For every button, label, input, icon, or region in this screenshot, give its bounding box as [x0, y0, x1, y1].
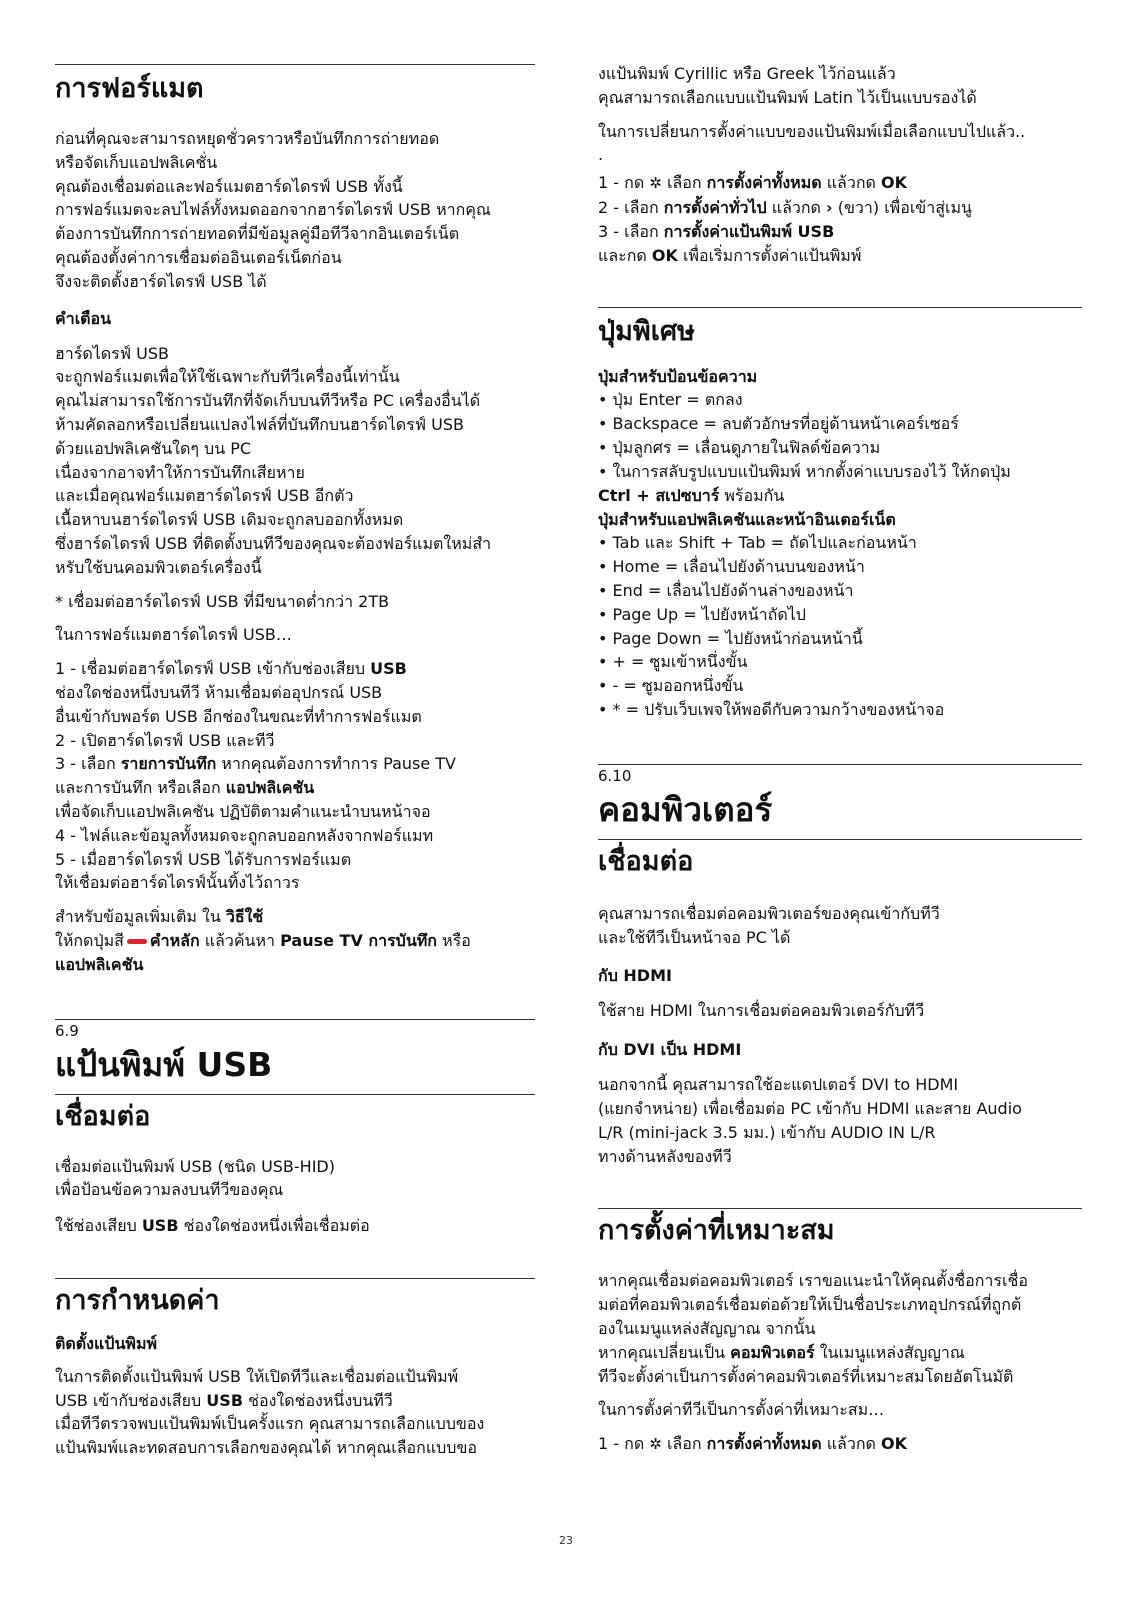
- section-title-special-keys: ปุ่มพิเศษ: [598, 316, 695, 348]
- format-intro: ก่อนที่คุณจะสามารถหยุดชั่วคราวหรือบันทึกการถ่ายทอด หรือจัดเก็บแอปพลิเคชั่น คุณต้องเชื่อมต่อและฟอร์แมตฮาร์ดไดรฟ์ USB ทั้งนี้ การฟอร์แมตจะลบไฟล์ทั้งหมดออกจากฮาร์ดไดรฟ์ USB หากคุณ ต้องการบันทึกการถ่ายทอดที่มีข้อมูลคู่มือทีวีจากอินเตอร์เน็ต คุณต้องตั้งค่าการเชื่อมต่ออินเตอร์เน็ตก่อน จึงจะติดตั้งฮาร์ดไดรฟ์ USB ได้: [55, 129, 491, 291]
- section-title-connect: เชื่อมต่อ: [55, 1100, 151, 1132]
- list-item: • - = ซูมออกหนึ่งขั้น: [598, 676, 744, 696]
- gear-icon: ✲: [649, 174, 662, 193]
- more-info: สำหรับข้อมูลเพิ่มเติม ใน วิธีใช้ ให้กดปุ่มสี คำหลัก แล้วค้นหา Pause TV การบันทึก หรือ แอปพลิเคชัน: [55, 907, 471, 974]
- list-item: • ปุ่ม Enter = ตกลง: [598, 390, 743, 410]
- hdmi-body: ใช้สาย HDMI ในการเชื่อมต่อคอมพิวเตอร์กับทีวี: [598, 1001, 925, 1021]
- warning-body: ฮาร์ดไดรฟ์ USB จะถูกฟอร์แมตเพื่อให้ใช้เฉพาะกับทีวีเครื่องนี้เท่านั้น คุณไม่สามารถใช้การบันทึกที่จัดเก็บบนทีวีหรือ PC เครื่องอื่นได้ ห้ามคัดลอกหรือเปลี่ยนแปลงไฟล์ที่บันทึกบนฮาร์ดไดรฟ์ USB ด้วยแอปพลิเคชันใดๆ บน PC เนื่องจากอาจทำให้การบันทึกเสียหาย และเมื่อคุณฟอร์แมตฮาร์ดไดรฟ์ USB อีกตัว เนื้อหาบนฮาร์ดไดรฟ์ USB เดิมจะถูกลบออกทั้งหมด ซึ่งฮาร์ดไดรฟ์ USB ที่ติดตั้งบนทีวีของคุณจะต้องฟอร์แมตใหม่สำ หรับใช้บนคอมพิวเตอร์เครื่องนี้: [55, 343, 492, 577]
- section-title-format: การฟอร์แมต: [55, 73, 204, 104]
- section-divider: [598, 1208, 1082, 1209]
- section-divider: [55, 1278, 535, 1279]
- list-item: • + = ซูมเข้าหนึ่งขั้น: [598, 652, 748, 672]
- keyboard-steps: 1 - กด ✲ เลือก การตั้งค่าทั้งหมด แล้วกด OK 2 - เลือก การตั้งค่าทั่วไป แล้วกด › (ขวา) เพื่อเข้าสู่เมนู 3 - เลือก การตั้งค่าแป้นพิมพ์ USB และกด OK เพื่อเริ่มการตั้งค่าแป้นพิมพ์: [598, 173, 972, 265]
- connect-use: ใช้ช่องเสียบ USB ช่องใดช่องหนึ่งเพื่อเชื่อมต่อ: [55, 1216, 370, 1236]
- right-column: [598, 0, 1082, 1457]
- section-divider: [55, 1094, 535, 1095]
- warning-title: คำเตือน: [55, 308, 112, 328]
- hdmi-title: กับ HDMI: [598, 966, 672, 986]
- install-body: ในการติดตั้งแป้นพิมพ์ USB ให้เปิดทีวีและเชื่อมต่อแป้นพิมพ์ USB เข้ากับช่องเสียบ USB ช่องใดช่องหนึ่งบนทีวี เมื่อทีวีตรวจพบแป้นพิมพ์เป็นครั้งแรก คุณสามารถเลือกแบบของ แป้นพิมพ์และทดสอบการเลือกของคุณได้ หากคุณเลือกแบบขอ: [55, 1366, 485, 1458]
- section-title-ideal-settings: การตั้งค่าที่เหมาะสม: [598, 1215, 835, 1247]
- chapter-title: แป้นพิมพ์ USB: [55, 1044, 273, 1084]
- note-2tb: * เชื่อมต่อฮาร์ดไดรฟ์ USB ที่มีขนาดต่ำกว่า 2TB: [55, 591, 390, 611]
- connect-body: เชื่อมต่อแป้นพิมพ์ USB (ชนิด USB-HID) เพื่อป้อนข้อความลงบนทีวีของคุณ: [55, 1156, 335, 1200]
- gear-icon: ✲: [649, 1435, 662, 1454]
- list-item: • ปุ่มลูกศร = เลื่อนดูภายในฟิลด์ข้อความ: [598, 437, 881, 457]
- ideal-step-1: 1 - กด ✲ เลือก การตั้งค่าทั้งหมด แล้วกด OK: [598, 1434, 907, 1454]
- app-keys-title: ปุ่มสำหรับแอปพลิเคชันและหน้าอินเตอร์เน็ต: [598, 510, 896, 530]
- red-color-key-icon: [127, 939, 147, 944]
- list-item: • * = ปรับเว็บเพจให้พอดีกับความกว้างของหน้าจอ: [598, 699, 945, 719]
- install-keyboard-title: ติดตั้งแป้นพิมพ์: [55, 1333, 158, 1353]
- section-title-connect: เชื่อมต่อ: [598, 845, 694, 877]
- list-item: • Page Up = ไปยังหน้าถัดไป: [598, 604, 806, 624]
- page-number: 23: [559, 1534, 573, 1547]
- section-divider: [55, 64, 535, 65]
- chevron-right-icon: ›: [826, 197, 833, 217]
- list-item: • ในการสลับรูปแบบแป้นพิมพ์ หากตั้งค่าแบบรองไว้ ให้กดปุ่ม: [598, 461, 1011, 481]
- chapter-number: 6.9: [55, 1021, 79, 1040]
- dvi-body: นอกจากนี้ คุณสามารถใช้อะแดปเตอร์ DVI to HDMI (แยกจำหน่าย) เพื่อเชื่อมต่อ PC เข้ากับ HDMI และสาย Audio L/R (mini-jack 3.5 มม.) เข้ากับ AUDIO IN L/R ทางด้านหลังของทีวี: [598, 1075, 1022, 1166]
- text-keys-list: • ปุ่ม Enter = ตกลง • Backspace = ลบตัวอักษรที่อยู่ด้านหน้าเคอร์เซอร์ • ปุ่มลูกศร = เลื่อนดูภายในฟิลด์ข้อความ • ในการสลับรูปแบบแป้นพิมพ์ หากตั้งค่าแบบรองไว้ ให้กดปุ่ม Ctrl + สเปซบาร์ พร้อมกัน: [598, 388, 1082, 507]
- dvi-title: กับ DVI เป็น HDMI: [598, 1040, 742, 1060]
- chapter-title: คอมพิวเตอร์: [598, 789, 773, 829]
- list-item: • Tab และ Shift + Tab = ถัดไปและก่อนหน้า: [598, 533, 917, 553]
- left-column: [55, 0, 535, 1460]
- section-divider: [598, 307, 1082, 308]
- ideal-body: หากคุณเชื่อมต่อคอมพิวเตอร์ เราขอแนะนำให้คุณตั้งชื่อการเชื่อ มต่อที่คอมพิวเตอร์เชื่อมต่อด้วยให้เป็นชื่อประเภทอุปกรณ์ที่ถูกต้ องในเมนูแหล่งสัญญาณ จากนั้น หากคุณเปลี่ยนเป็น คอมพิวเตอร์ ในเมนูแหล่งสัญญาณ ทีวีจะตั้งค่าเป็นการตั้งค่าคอมพิวเตอร์ที่เหมาะสมโดยอัตโนมัติ: [598, 1271, 1028, 1386]
- app-keys-list: [598, 531, 1082, 721]
- text-keys-title: ปุ่มสำหรับป้อนข้อความ: [598, 367, 758, 387]
- chapter-divider: [55, 1019, 535, 1020]
- list-item: • Home = เลื่อนไปยังด้านบนของหน้า: [598, 557, 865, 577]
- change-layout: ในการเปลี่ยนการตั้งค่าแบบของแป้นพิมพ์เมื่อเลือกแบบไปแล้ว.. .: [598, 121, 1026, 165]
- section-title-config: การกำหนดค่า: [55, 1284, 220, 1316]
- list-item: • End = เลื่อนไปยังด้านล่างของหน้า: [598, 580, 854, 600]
- ideal-how: ในการตั้งค่าทีวีเป็นการตั้งค่าที่เหมาะสม…: [598, 1400, 885, 1420]
- chapter-divider: [598, 764, 1082, 765]
- format-how: ในการฟอร์แมตฮาร์ดไดรฟ์ USB…: [55, 625, 292, 645]
- list-item: • Backspace = ลบตัวอักษรที่อยู่ด้านหน้าเคอร์เซอร์: [598, 414, 959, 434]
- chapter-number: 6.10: [598, 766, 632, 785]
- keyboard-continued: งแป้นพิมพ์ Cyrillic หรือ Greek ไว้ก่อนแล้ว คุณสามารถเลือกแบบแป้นพิมพ์ Latin ไว้เป็นแบบรองได้: [598, 64, 977, 107]
- connect-body: คุณสามารถเชื่อมต่อคอมพิวเตอร์ของคุณเข้ากับทีวี และใช้ทีวีเป็นหน้าจอ PC ได้: [598, 903, 940, 947]
- format-steps: 1 - เชื่อมต่อฮาร์ดไดรฟ์ USB เข้ากับช่องเสียบ USB ช่องใดช่องหนึ่งบนทีวี ห้ามเชื่อมต่ออุปกรณ์ USB อื่นเข้ากับพอร์ต USB อีกช่องในขณะที่ทำการฟอร์แมต 2 - เปิดฮาร์ดไดรฟ์ USB และทีวี 3 - เลือก รายการบันทึก หากคุณต้องการทำการ Pause TV และการบันทึก หรือเลือก แอปพลิเคชัน เพื่อจัดเก็บแอปพลิเคชัน ปฏิบัติตามคำแนะนำบนหน้าจอ 4 - ไฟล์และข้อมูลทั้งหมดจะถูกลบออกหลังจากฟอร์แมท 5 - เมื่อฮาร์ดไดรฟ์ USB ได้รับการฟอร์แมต ให้เชื่อมต่อฮาร์ดไดรฟ์นั้นทิ้งไว้ถาวร: [55, 659, 456, 893]
- list-item: • Page Down = ไปยังหน้าก่อนหน้านี้: [598, 628, 863, 648]
- section-divider: [598, 839, 1082, 840]
